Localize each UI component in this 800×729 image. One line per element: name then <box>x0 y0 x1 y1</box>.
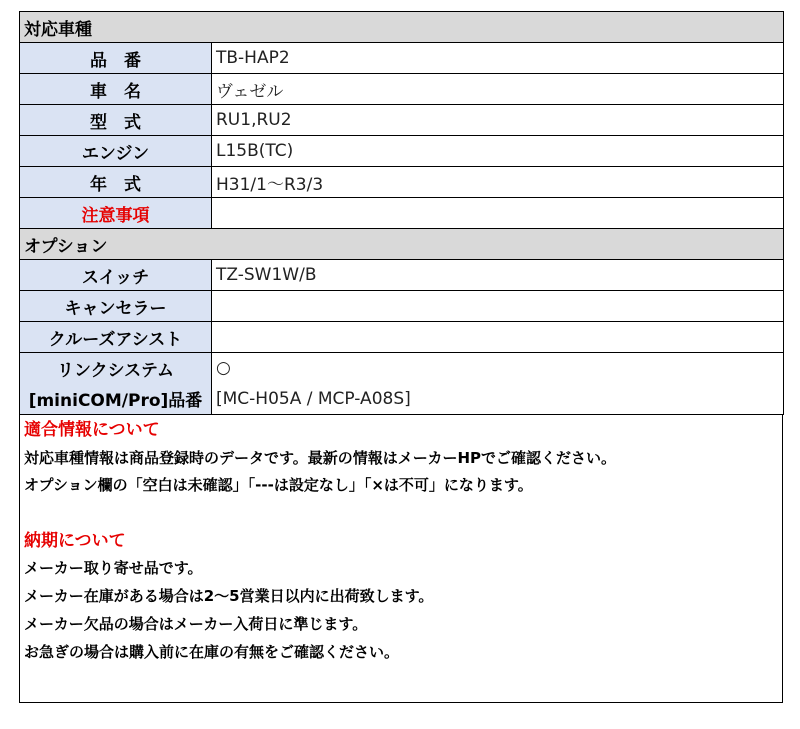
switch-label: スイッチ <box>20 260 212 291</box>
model-year-label: 年 式 <box>20 167 212 198</box>
table-row <box>20 74 784 105</box>
fitment-heading: 適合情報について <box>24 420 160 440</box>
minicom-label: [miniCOM/Pro]品番 <box>28 391 203 412</box>
table-row <box>20 167 784 198</box>
caution-label: 注意事項 <box>20 198 212 229</box>
canceller-value <box>212 291 784 322</box>
notes-box <box>19 415 783 703</box>
model-year-value: H31/1～R3/3 <box>212 167 784 198</box>
car-name-value: ヴェゼル <box>212 74 784 105</box>
table-row <box>20 43 784 74</box>
options-section-title: オプション <box>20 229 784 260</box>
canceller-label: キャンセラー <box>20 291 212 322</box>
delivery-note-1: メーカー取り寄せ品です。 <box>24 559 203 578</box>
fitment-note-2: オプション欄の「空白は未確認」「---は設定なし」「×は不可」になります。 <box>24 476 533 495</box>
table-row <box>20 260 784 291</box>
minicom-value: [MC-H05A / MCP-A08S] <box>216 388 411 409</box>
model-code-label: 型 式 <box>20 105 212 136</box>
car-name-label: 車 名 <box>20 74 212 105</box>
model-code-value: RU1,RU2 <box>212 105 784 136</box>
delivery-note-3: メーカー欠品の場合はメーカー入荷日に準じます。 <box>24 614 368 633</box>
vehicle-section-title: 対応車種 <box>20 12 784 43</box>
link-system-value: ○ <box>216 358 231 379</box>
part-number-value: TB-HAP2 <box>212 43 784 74</box>
table-row <box>20 322 784 353</box>
caution-value <box>212 198 784 229</box>
table-row <box>20 198 784 229</box>
cruise-assist-label: クルーズアシスト <box>20 322 212 353</box>
spacer <box>24 500 778 528</box>
table-row <box>20 105 784 136</box>
delivery-heading: 納期について <box>24 530 126 551</box>
delivery-note-2: メーカー在庫がある場合は2～5営業日以内に出荷致します。 <box>24 587 434 606</box>
table-row <box>20 291 784 322</box>
link-system-value-cell <box>212 353 784 415</box>
link-system-label-cell <box>20 353 212 415</box>
table-row <box>20 136 784 167</box>
table-row <box>20 353 784 415</box>
fitment-note-1: 対応車種情報は商品登録時のデータです。最新の情報はメーカーHPでご確認ください。 <box>24 448 617 467</box>
fitment-sheet <box>19 11 783 703</box>
options-section-row <box>20 229 784 260</box>
cruise-assist-value <box>212 322 784 353</box>
vehicle-section-row <box>20 12 784 43</box>
engine-value: L15B(TC) <box>212 136 784 167</box>
delivery-note-4: お急ぎの場合は購入前に在庫の有無をご確認ください。 <box>24 642 400 661</box>
switch-value: TZ-SW1W/B <box>212 260 784 291</box>
engine-label: エンジン <box>20 136 212 167</box>
link-system-label: リンクシステム <box>57 360 174 381</box>
part-number-label: 品 番 <box>20 43 212 74</box>
spec-table <box>19 11 784 415</box>
